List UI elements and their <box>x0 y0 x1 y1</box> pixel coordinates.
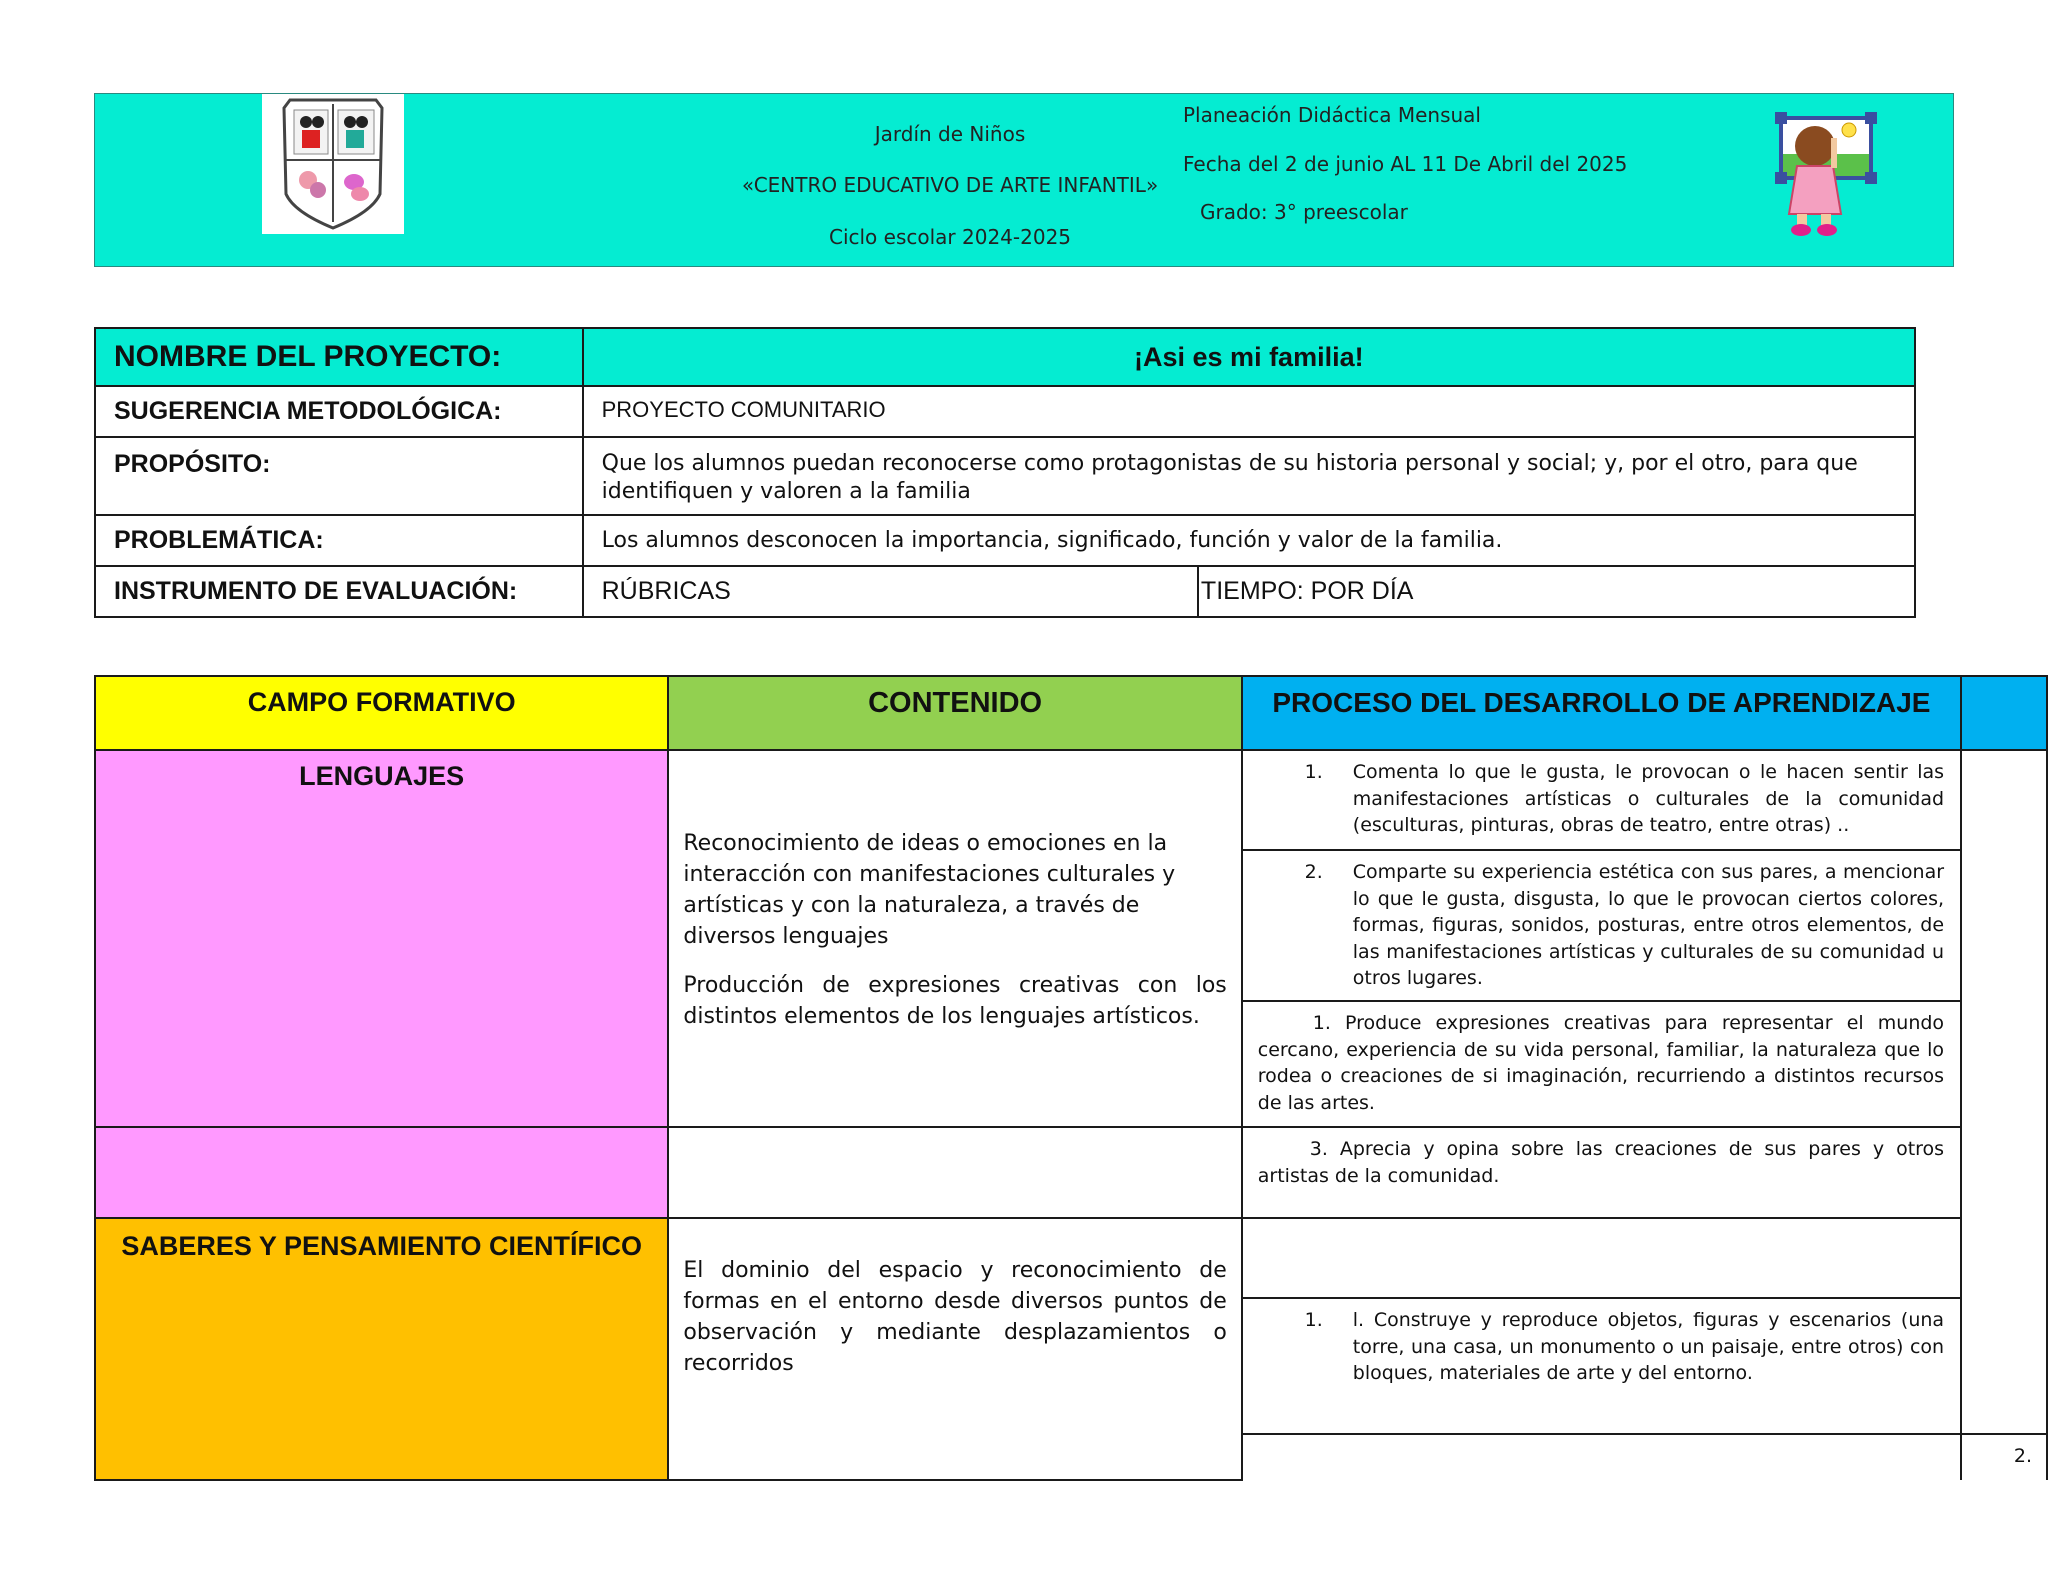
pda-text: 1. Produce expresiones creativas para representar el mundo cercano, experiencia de su vida personal, familiar, la naturaleza que lo rodea o creaciones de si imaginación, recurriendo a distintos recursos de las artes. <box>1257 1012 1945 1114</box>
contenido-header: CONTENIDO <box>668 676 1241 750</box>
pda-text: Comparte su experiencia estética con sus pares, a mencionar lo que le gusta, disgusta, lo que le provocan ciertos colores, formas, figuras, sonidos, posturas, entre otros elementos, de las manifestaciones artísticas y culturales de su comunidad u otros lugares. <box>1352 861 1945 989</box>
girl-painting-illustration <box>1763 108 1883 240</box>
purpose-label: PROPÓSITO: <box>95 437 583 515</box>
saberes-row-1 <box>95 1218 2047 1298</box>
header-banner <box>94 93 1954 267</box>
pda-header: PROCESO DEL DESARROLLO DE APRENDIZAJE <box>1242 676 1961 750</box>
saberes-next-number: 2. <box>1961 1434 2047 1480</box>
saberes-pda-next <box>1242 1434 1961 1480</box>
lenguajes-campo-continued <box>95 1127 668 1218</box>
method-value: PROYECTO COMUNITARIO <box>583 386 1915 437</box>
problem-label: PROBLEMÁTICA: <box>95 515 583 566</box>
pda-number: 1. <box>1304 761 1323 783</box>
lenguajes-pda-2 <box>1242 850 1961 1001</box>
purpose-value: Que los alumnos puedan reconocerse como protagonistas de su historia personal y social; y, por el otro, para que identifiquen y valoren a la familia <box>583 437 1915 515</box>
extra-header-cell <box>1961 676 2047 750</box>
school-cycle: Ciclo escolar 2024-2025 <box>828 225 1072 249</box>
lenguajes-pda-3 <box>1242 1001 1961 1127</box>
planning-grid <box>94 675 2048 1481</box>
school-name: «CENTRO EDUCATIVO DE ARTE INFANTIL» <box>741 173 1159 197</box>
saberes-pda-empty <box>1242 1218 1961 1298</box>
method-label: SUGERENCIA METODOLÓGICA: <box>95 386 583 437</box>
lenguajes-contenido-p2: Producción de expresiones creativas con los distintos elementos de los lenguajes artísticos. <box>683 972 1227 1029</box>
project-name-row <box>95 328 1915 386</box>
campo-formativo-header: CAMPO FORMATIVO <box>95 676 668 750</box>
project-name-value: ¡Asi es mi familia! <box>583 328 1915 386</box>
lenguajes-campo: LENGUAJES <box>95 750 668 1127</box>
problem-value: Los alumnos desconocen la importancia, significado, función y valor de la familia. <box>583 515 1915 566</box>
evaluation-row <box>95 566 1915 617</box>
lenguajes-row-1 <box>95 750 2047 850</box>
evaluation-label: INSTRUMENTO DE EVALUACIÓN: <box>95 566 583 617</box>
lenguajes-contenido-empty <box>668 1127 1241 1218</box>
time-value: TIEMPO: POR DÍA <box>1198 566 1915 617</box>
evaluation-value: RÚBRICAS <box>583 566 1198 617</box>
plan-title: Planeación Didáctica Mensual <box>1183 103 1481 127</box>
method-row <box>95 386 1915 437</box>
lenguajes-pda-4 <box>1242 1127 1961 1218</box>
project-info-table <box>94 327 1916 618</box>
lenguajes-pda-1 <box>1242 750 1961 850</box>
school-type: Jardín de Niños <box>874 122 1026 146</box>
saberes-campo: SABERES Y PENSAMIENTO CIENTÍFICO <box>95 1218 668 1480</box>
lenguajes-contenido <box>668 750 1241 1127</box>
extra-column-cell <box>1961 750 2047 1434</box>
pda-number: 2. <box>1304 861 1323 883</box>
grid-header-row <box>95 676 2047 750</box>
plan-grade: Grado: 3° preescolar <box>1200 200 1408 224</box>
pda-text: l. Construye y reproduce objetos, figuras y escenarios (una torre, una casa, un monumento o un paisaje, entre otros) con bloques, materiales de arte y del entorno. <box>1352 1309 1945 1384</box>
pda-text: 3. Aprecia y opina sobre las creaciones de sus pares y otros artistas de la comunidad. <box>1257 1138 1945 1187</box>
pda-number: 1. <box>1304 1309 1323 1331</box>
saberes-pda-1 <box>1242 1298 1961 1434</box>
plan-dates: Fecha del 2 de junio AL 11 De Abril del 2025 <box>1183 152 1628 176</box>
lenguajes-row-4 <box>95 1127 2047 1218</box>
school-logo <box>262 94 404 234</box>
saberes-contenido: El dominio del espacio y reconocimiento de formas en el entorno desde diversos puntos de observación y mediante desplazamientos o recorridos <box>668 1218 1241 1480</box>
problem-row <box>95 515 1915 566</box>
purpose-row <box>95 437 1915 515</box>
lenguajes-contenido-p1: Reconocimiento de ideas o emociones en la interacción con manifestaciones culturales y artísticas y con la naturaleza, a través de diversos lenguajes <box>683 830 1176 949</box>
pda-text: Comenta lo que le gusta, le provocan o le hacen sentir las manifestaciones artísticas o culturales de la comunidad (esculturas, pinturas, obras de teatro, entre otras) .. <box>1352 761 1945 836</box>
project-name-label: NOMBRE DEL PROYECTO: <box>95 328 583 386</box>
